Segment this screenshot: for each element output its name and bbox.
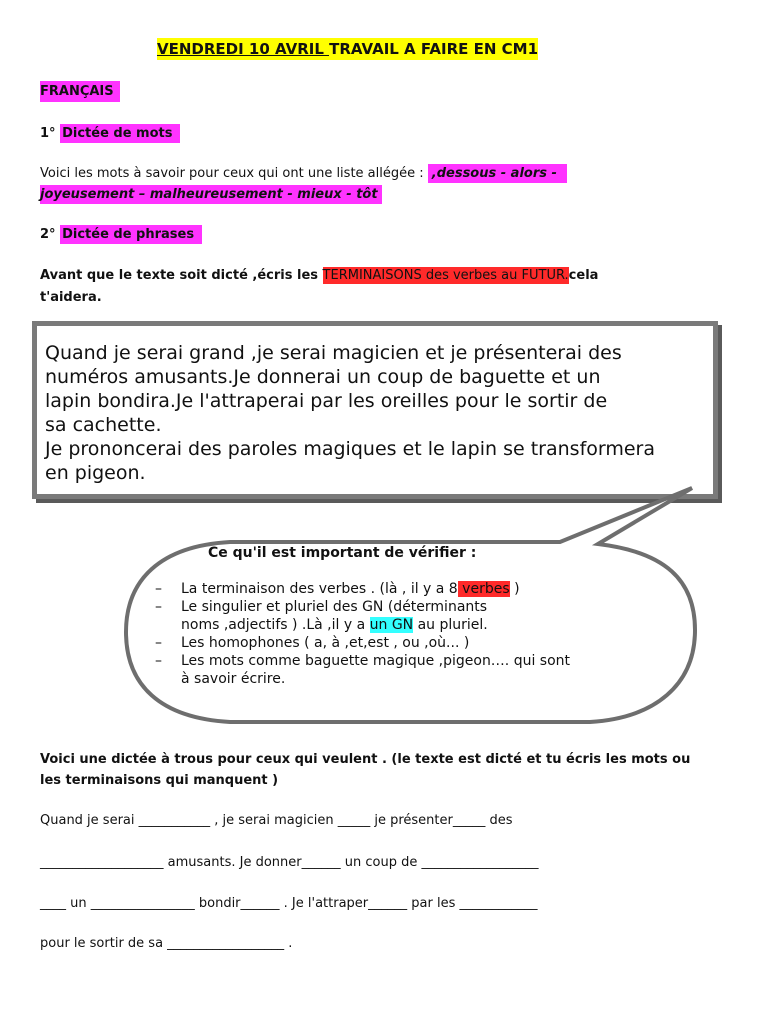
item2-highlight: un GN	[369, 617, 414, 633]
item1-after: )	[509, 581, 520, 597]
section2-instruction-line2: t'aidera.	[40, 290, 102, 305]
checklist-item	[155, 634, 570, 652]
subject-label: FRANÇAIS	[40, 81, 120, 102]
section2-instruction	[40, 268, 598, 283]
gap-fill-line4: pour le sortir de sa __________________ .	[40, 936, 293, 951]
bubble-title: Ce qu'il est important de vérifier :	[208, 545, 477, 561]
gap-fill-line3: ____ un ________________ bondir______ . Je l'attraper______ par les ____________	[40, 896, 538, 911]
gap-fill-intro-line1: Voici une dictée à trous pour ceux qui veulent . (le texte est dicté et tu écris les mots ou	[40, 752, 691, 767]
section1-words-line1: ,dessous - alors -	[428, 164, 567, 183]
subject-heading	[40, 84, 120, 99]
title-rest: TRAVAIL A FAIRE EN CM1	[329, 40, 539, 58]
checklist-item	[155, 598, 570, 634]
dash-bullet: –	[155, 635, 162, 651]
dash-bullet: –	[155, 581, 162, 597]
item3: Les homophones ( a, à ,et,est , ou ,où... )	[181, 635, 470, 651]
gap-fill-line1: Quand je serai ___________ , je serai magicien _____ je présenter_____ des	[40, 813, 513, 828]
gap-fill-intro-line2: les terminaisons qui manquent )	[40, 773, 279, 788]
dash-bullet: –	[155, 599, 162, 615]
dash-bullet: –	[155, 653, 162, 669]
section1-words-line2: joyeusement – malheureusement - mieux - tôt	[40, 185, 382, 204]
section1-intro: Voici les mots à savoir pour ceux qui ont une liste allégée :	[40, 166, 428, 181]
item2-line1: Le singulier et pluriel des GN (déterminants	[181, 599, 488, 615]
section1-heading	[40, 126, 180, 141]
item2-line2-before: noms ,adjectifs ) .Là ,il y a	[181, 617, 370, 633]
instruction-after: cela	[568, 268, 599, 283]
item2-line2-after: au pluriel.	[413, 617, 488, 633]
title-date: VENDREDI 10 AVRIL	[157, 40, 330, 58]
checklist-item	[155, 580, 570, 598]
section2-heading	[40, 227, 202, 242]
item1-highlight: verbes	[457, 581, 510, 597]
section1-intro-line	[40, 166, 567, 181]
instruction-highlight: TERMINAISONS des verbes au FUTUR.	[322, 268, 569, 283]
section1-number: 1°	[40, 126, 56, 141]
section2-number: 2°	[40, 227, 56, 242]
gap-fill-line2: ___________________ amusants. Je donner______ un coup de __________________	[40, 855, 539, 870]
verification-checklist	[155, 580, 570, 688]
dictation-text: Quand je serai grand ,je serai magicien et je présenterai des numéros amusants.Je donnerai un coup de baguette et un lapin bondira.Je l'attraperai par les oreilles pour le sortir de sa cachette. Je prononcerai des paroles magiques et le lapin se transformera en pigeon.	[45, 342, 656, 484]
section2-label: Dictée de phrases	[60, 225, 202, 244]
page-title	[157, 40, 538, 58]
section1-words-line2-row	[40, 187, 382, 202]
checklist-item	[155, 652, 570, 688]
item1-before: La terminaison des verbes . (là , il y a 8	[181, 581, 458, 597]
item4-line2: à savoir écrire.	[181, 671, 286, 687]
instruction-before: Avant que le texte soit dicté ,écris les	[40, 268, 323, 283]
item4-line1: Les mots comme baguette magique ,pigeon…. qui sont	[181, 653, 571, 669]
section1-label: Dictée de mots	[60, 124, 180, 143]
